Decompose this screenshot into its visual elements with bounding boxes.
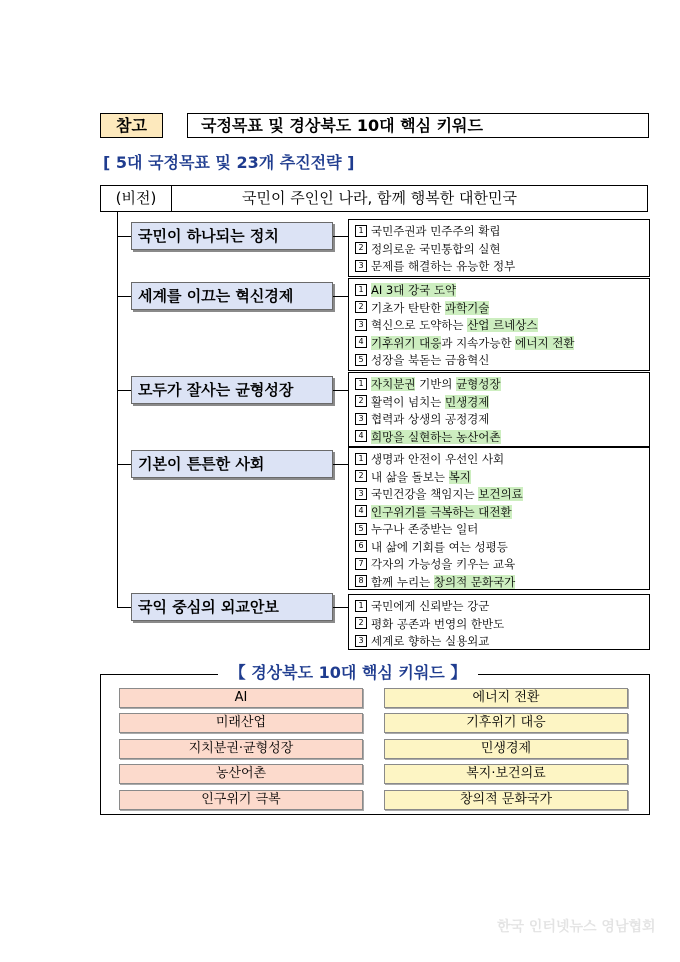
strategy-list-4 bbox=[348, 447, 650, 590]
item-text-highlight: 자치분권 bbox=[371, 377, 416, 391]
strategy-item bbox=[355, 451, 649, 469]
strategy-item bbox=[355, 429, 649, 447]
item-text: 세계로 향하는 실용외교 bbox=[371, 634, 490, 648]
goal-title-4: 기본이 튼튼한 사회 bbox=[131, 450, 333, 478]
strategy-item bbox=[355, 300, 649, 318]
item-number: 2 bbox=[355, 617, 367, 629]
goal-title-5: 국익 중심의 외교안보 bbox=[131, 593, 333, 621]
item-text-highlight: 창의적 문화국가 bbox=[433, 574, 516, 589]
item-number: 1 bbox=[355, 225, 367, 237]
item-text-highlight: 과학기술 bbox=[444, 300, 490, 315]
item-text: 기반의 bbox=[415, 377, 457, 391]
watermark-text: 한국 인터넷뉴스 영남협회 bbox=[497, 919, 656, 935]
tree-branch bbox=[117, 464, 131, 465]
item-text: 평화 공존과 번영의 한반도 bbox=[371, 616, 505, 631]
goal-connector bbox=[333, 390, 348, 391]
strategy-list-1 bbox=[348, 219, 650, 277]
strategy-item bbox=[355, 521, 649, 539]
item-number: 6 bbox=[355, 540, 367, 552]
item-number: 2 bbox=[355, 395, 367, 407]
item-number: 4 bbox=[355, 505, 367, 517]
item-text-highlight: 보건의료 bbox=[478, 487, 523, 501]
item-text: 과 지속가능한 bbox=[441, 335, 516, 350]
item-text: 기초가 탄탄한 bbox=[371, 300, 445, 315]
reference-tag: 참고 bbox=[100, 113, 163, 138]
item-number: 1 bbox=[355, 284, 367, 296]
section-title-keywords: 【 경상북도 10대 핵심 키워드 】 bbox=[218, 660, 478, 686]
strategy-item bbox=[355, 335, 649, 353]
strategy-item bbox=[355, 223, 649, 241]
strategy-item bbox=[355, 616, 649, 634]
strategy-item bbox=[355, 469, 649, 487]
strategy-item bbox=[355, 376, 649, 394]
vision-text: 국민이 주인인 나라, 함께 행복한 대한민국 bbox=[171, 185, 648, 212]
strategy-item bbox=[355, 504, 649, 522]
item-number: 4 bbox=[355, 336, 367, 348]
strategy-item bbox=[355, 411, 649, 429]
item-text: 내 삶을 돌보는 bbox=[371, 469, 449, 484]
item-text: 문제를 해결하는 유능한 정부 bbox=[371, 259, 516, 273]
goal-title-3: 모두가 잘사는 균형성장 bbox=[131, 376, 333, 404]
strategy-item bbox=[355, 539, 649, 557]
strategy-item bbox=[355, 394, 649, 412]
item-text-highlight: 기후위기 대응 bbox=[371, 335, 442, 350]
item-text: 생명과 안전이 우선인 사회 bbox=[371, 452, 505, 466]
item-text: 혁신으로 도약하는 bbox=[371, 318, 468, 332]
item-text: 내 삶에 기회를 여는 성평등 bbox=[371, 539, 508, 554]
section-title-goals: [ 5대 국정목표 및 23개 추진전략 ] bbox=[103, 153, 355, 172]
tree-branch bbox=[117, 607, 131, 608]
strategy-item bbox=[355, 352, 649, 370]
item-text-highlight: 민생경제 bbox=[444, 394, 490, 409]
item-number: 3 bbox=[355, 260, 367, 272]
keyword-left-2: 미래산업 bbox=[119, 713, 363, 733]
strategy-list-2 bbox=[348, 278, 650, 371]
goal-title-2: 세계를 이끄는 혁신경제 bbox=[131, 282, 333, 310]
keyword-right-1: 에너지 전환 bbox=[384, 688, 628, 708]
item-text: 활력이 넘치는 bbox=[371, 394, 445, 409]
goal-connector bbox=[333, 236, 348, 237]
item-text: 함께 누리는 bbox=[371, 574, 434, 589]
item-number: 3 bbox=[355, 413, 367, 425]
strategy-item bbox=[355, 633, 649, 651]
strategy-item bbox=[355, 241, 649, 259]
strategy-list-5 bbox=[348, 594, 650, 650]
keyword-right-3: 민생경제 bbox=[384, 739, 628, 759]
item-text: 국민에게 신뢰받는 강군 bbox=[371, 599, 490, 613]
strategy-item bbox=[355, 317, 649, 335]
item-number: 4 bbox=[355, 430, 367, 442]
item-text-highlight: 희망을 실현하는 농산어촌 bbox=[371, 429, 501, 444]
item-text: 성장을 북돋는 금융혁신 bbox=[371, 353, 490, 367]
keyword-left-4: 농산어촌 bbox=[119, 764, 363, 784]
item-text-highlight: AI 3대 강국 도약 bbox=[371, 283, 457, 297]
keyword-right-4: 복지·보건의료 bbox=[384, 764, 628, 784]
item-text: 국민건강을 책임지는 bbox=[371, 487, 479, 501]
keyword-right-5: 창의적 문화국가 bbox=[384, 790, 628, 810]
strategy-list-3 bbox=[348, 372, 650, 447]
goal-connector bbox=[333, 296, 348, 297]
item-text-highlight: 에너지 전환 bbox=[515, 335, 575, 350]
keyword-left-3: 지치분권·균형성장 bbox=[119, 739, 363, 759]
item-text: 누구나 존중받는 일터 bbox=[371, 522, 479, 536]
item-text-highlight: 복지 bbox=[448, 469, 471, 484]
item-number: 8 bbox=[355, 575, 367, 587]
keyword-left-1: AI bbox=[119, 688, 363, 708]
item-text: 협력과 상생의 공정경제 bbox=[371, 412, 490, 426]
tree-branch bbox=[117, 390, 131, 391]
item-number: 3 bbox=[355, 488, 367, 500]
strategy-item bbox=[355, 598, 649, 616]
item-number: 2 bbox=[355, 301, 367, 313]
item-text-highlight: 산업 르네상스 bbox=[467, 318, 538, 332]
page-title: 국정목표 및 경상북도 10대 핵심 키워드 bbox=[187, 113, 649, 138]
goal-connector bbox=[333, 464, 348, 465]
tree-branch bbox=[117, 296, 131, 297]
strategy-item bbox=[355, 282, 649, 300]
item-number: 5 bbox=[355, 354, 367, 366]
strategy-item bbox=[355, 574, 649, 592]
vision-label: (비전) bbox=[100, 185, 172, 212]
item-text: 각자의 가능성을 키우는 교육 bbox=[371, 557, 516, 571]
item-number: 2 bbox=[355, 470, 367, 482]
tree-trunk bbox=[117, 212, 118, 607]
item-number: 1 bbox=[355, 378, 367, 390]
item-number: 1 bbox=[355, 600, 367, 612]
item-text: 정의로운 국민통합의 실현 bbox=[371, 241, 501, 256]
strategy-item bbox=[355, 486, 649, 504]
strategy-item bbox=[355, 556, 649, 574]
item-number: 3 bbox=[355, 319, 367, 331]
goal-connector bbox=[333, 607, 348, 608]
item-text-highlight: 인구위기를 극복하는 대전환 bbox=[371, 504, 512, 519]
item-number: 5 bbox=[355, 523, 367, 535]
item-number: 3 bbox=[355, 635, 367, 647]
item-number: 2 bbox=[355, 242, 367, 254]
goal-title-1: 국민이 하나되는 정치 bbox=[131, 222, 333, 250]
tree-branch bbox=[117, 236, 131, 237]
strategy-item bbox=[355, 258, 649, 276]
item-text-highlight: 균형성장 bbox=[456, 377, 501, 391]
keyword-left-5: 인구위기 극복 bbox=[119, 790, 363, 810]
item-number: 1 bbox=[355, 453, 367, 465]
keyword-right-2: 기후위기 대응 bbox=[384, 713, 628, 733]
item-number: 7 bbox=[355, 558, 367, 570]
item-text: 국민주권과 민주주의 확립 bbox=[371, 224, 501, 238]
